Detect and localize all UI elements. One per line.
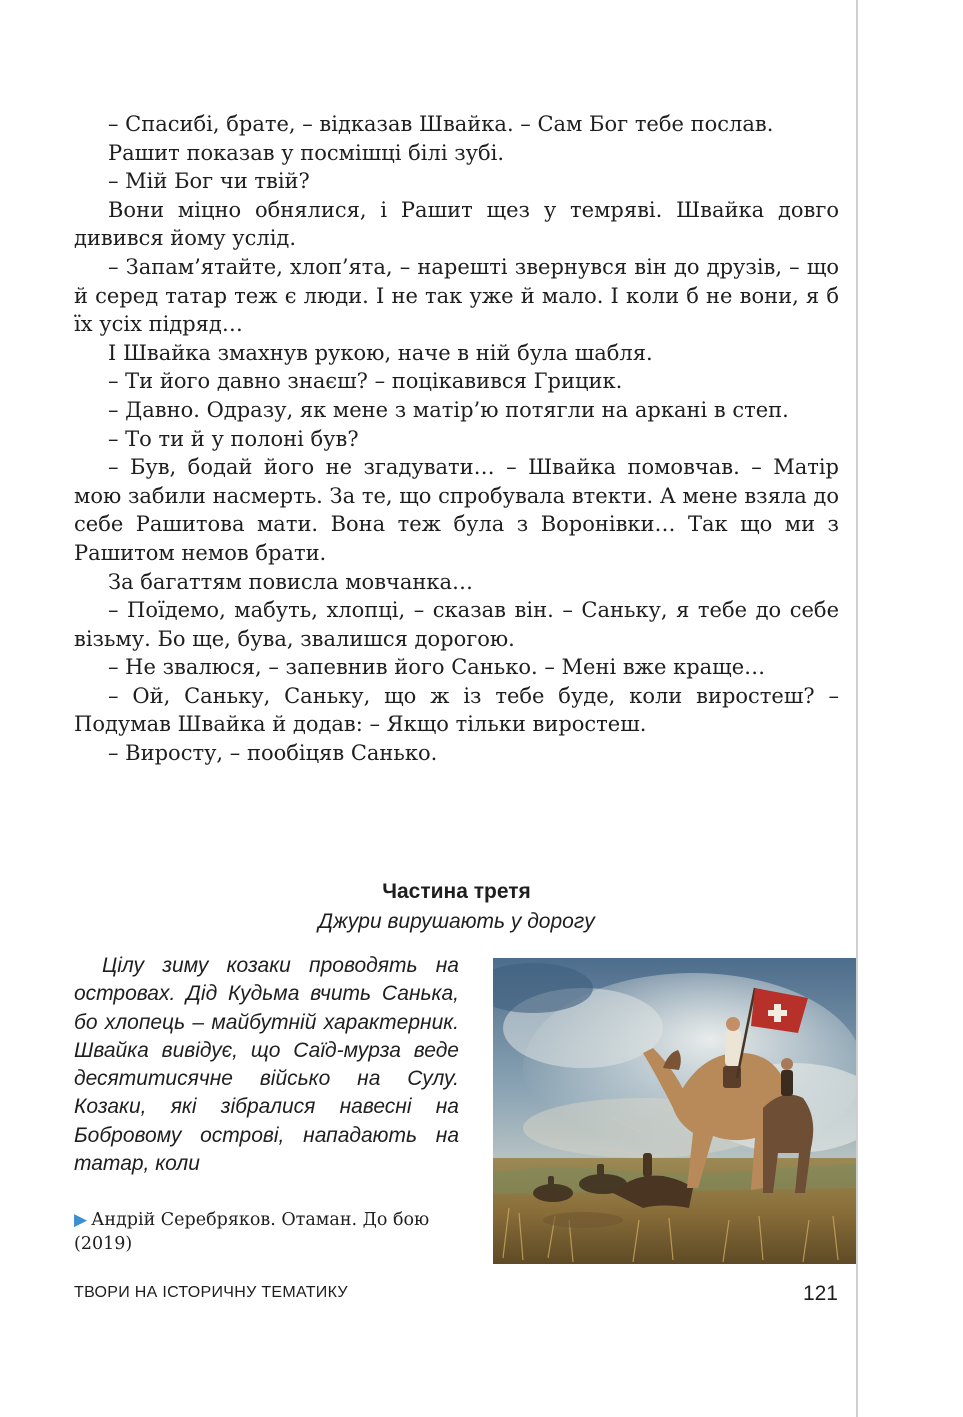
chapter-summary: Цілу зиму козаки проводять на островах. Дід Кудьма вчить Санька, бо хлопець – майбутній характерник. Швайка вивідує, що Саїд-мурза веде десятитисячне військо на Сулу. Козаки, які зібралися навесні на Бобровому острові, нападають на татар, коли <box>74 954 459 1176</box>
triangle-right-icon: ▶ <box>74 1210 88 1230</box>
story-paragraph: – Ти його давно знаєш? – поцікавився Грицик. <box>108 369 623 394</box>
story-paragraph: – Запам’ятайте, хлоп’ята, – нарешті звернувся він до друзів, – що й серед татар теж є люди. І не так уже й мало. І коли б не вони, я б їх усіх підряд… <box>74 254 839 337</box>
page-number: 121 <box>802 1282 838 1305</box>
story-paragraph: За багаттям повисла мовчанка… <box>108 569 474 594</box>
story-paragraph: Вони міцно обнялися, і Рашит щез у темряві. Швайка довго дивився йому услід. <box>74 197 839 251</box>
cossack-charge-painting <box>493 958 856 1264</box>
story-paragraph: – Давно. Одразу, як мене з матір’ю потягли на аркані в степ. <box>108 397 789 422</box>
story-paragraph: – То ти й у полоні був? <box>108 426 359 451</box>
page-edge-divider <box>856 0 858 1417</box>
story-paragraph: Рашит показав у посмішці білі зубі. <box>108 140 505 165</box>
story-paragraph: – Був, бодай його не згадувати… – Швайка помовчав. – Матір мою забили насмерть. За те, що спробувала втекти. А мене взяла до себе Рашитова мати. Вона теж була з Воронівки… Так що ми з Рашитом немов брати. <box>74 455 839 565</box>
painting-illustration <box>493 958 856 1264</box>
story-paragraph: – Не звалюся, – запевнив його Санько. – Мені вже краще… <box>108 655 766 680</box>
story-paragraph: – Ой, Саньку, Саньку, що ж із тебе буде, коли виростеш? – Подумав Швайка й додав: – Якщо тільки виростеш. <box>74 683 839 737</box>
section-heading <box>74 877 839 937</box>
story-paragraph: – Виросту, – пообіцяв Санько. <box>108 741 438 766</box>
caption-text: Андрій Серебряков. Отаман. До бою (2019) <box>74 1210 430 1254</box>
story-paragraph: – Спасибі, брате, – відказав Швайка. – Сам Бог тебе послав. <box>108 112 774 136</box>
story-paragraph: І Швайка змахнув рукою, наче в ній була шабля. <box>108 340 653 365</box>
story-text <box>74 110 839 768</box>
section-title: Частина третя <box>382 880 531 903</box>
section-subtitle: Джури вирушають у дорогу <box>318 910 595 933</box>
running-footer-title: ТВОРИ НА ІСТОРИЧНУ ТЕМАТИКУ <box>74 1284 348 1301</box>
story-paragraph: – Поїдемо, мабуть, хлопці, – сказав він. – Саньку, я тебе до себе візьму. Бо ще, бува, звалишся дорогою. <box>74 598 839 651</box>
illustration-caption <box>74 1208 459 1256</box>
story-paragraph: – Мій Бог чи твій? <box>108 169 310 194</box>
